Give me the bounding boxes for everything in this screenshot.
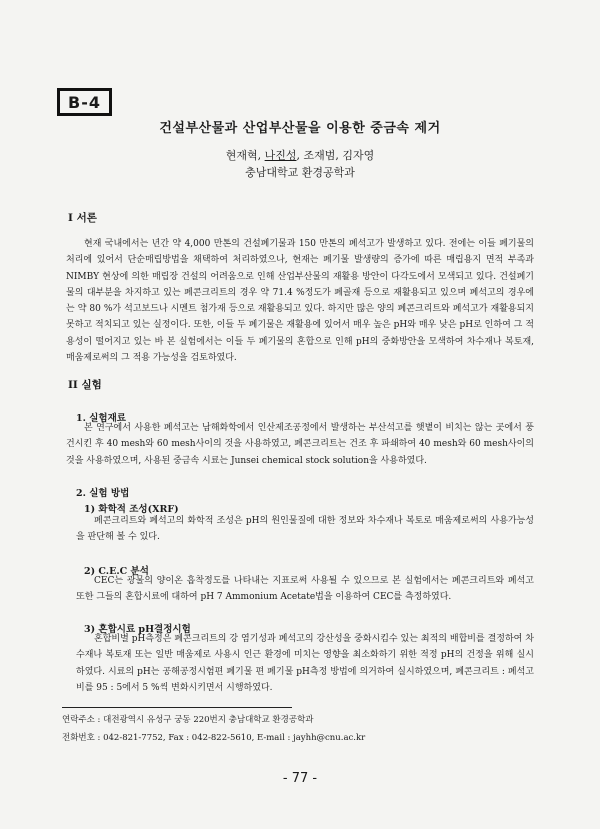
cec-paragraph [76,573,534,606]
materials-text: 본 연구에서 사용한 폐석고는 남해화학에서 인산제조공정에서 발생하는 부산석고를 햇볕이 비치는 않는 곳에서 풍건시킨 후 40 mesh와 60 mesh사이의 것을 사용하였고, 폐콘크리트는 건조 후 파쇄하여 40 mesh와 60 mesh사이의 것을 사용하였으며, 사용된 중금속 시료는 Junsei chemical stock solution을 사용하였다. [66,423,534,466]
materials-heading: 1. 실험재료 [76,413,126,424]
intro-heading: I 서론 [68,212,97,224]
cec-text: CEC는 광물의 양이온 흡착정도를 나타내는 지표로써 사용될 수 있으므로 본 실험에서는 폐콘크리트와 폐석고 또한 그들의 혼합시료에 대하여 pH 7 Ammonium Acetate법을 이용하여 CEC를 측정하였다. [76,576,534,603]
xrf-heading: 1) 화학적 조성(XRF) [84,504,179,515]
methods-heading: 2. 실험 방법 [76,488,130,499]
footnote-divider [62,707,292,708]
cec-heading: 2) C.E.C 분석 [84,566,149,577]
footnote-address: 연락주소 : 대전광역시 유성구 궁동 220번지 충남대학교 환경공학과 [62,715,314,725]
intro-paragraph [66,236,534,366]
materials-paragraph [66,420,534,469]
xrf-paragraph [76,513,534,546]
ph-paragraph [76,631,534,696]
presenting-author: 나진성 [264,149,297,162]
page-number: - 77 - [282,771,318,786]
affiliation: 충남대학교 환경공학과 [245,166,355,179]
authors-after: , 조재범, 김자영 [296,149,375,162]
paper-label-box: B-4 [57,88,112,116]
footnote-contact: 전화번호 : 042-821-7752, Fax : 042-822-5610, E-mail : jayhh@cnu.ac.kr [62,733,366,743]
xrf-text: 폐콘크리트와 폐석고의 화학적 조성은 pH의 원인물질에 대한 정보와 차수재나 복토로 매움제로써의 사용가능성을 판단해 볼 수 있다. [76,516,534,543]
paper-title: 건설부산물과 산업부산물을 이용한 중금속 제거 [159,121,441,136]
authors-before: 현재혁, [225,149,265,162]
ph-heading: 3) 혼합시료 pH결정시험 [84,624,191,635]
experiment-heading: II 실험 [68,379,102,391]
ph-text: 혼합비별 pH측정은 폐콘크리트의 강 염기성과 폐석고의 강산성을 중화시킴수 있는 최적의 배합비를 결정하여 차수재나 복토재 또는 일반 매움제로 사용시 인근 환경에 미치는 영향을 최소화하기 위한 적정 pH의 건정을 위해 실시하였다. 시료의 pH는 공해공정시험편 폐기물 편 폐기물 pH측정 방법에 의거하여 실시하였으며, 폐콘크리트 : 폐석고비를 95 : 5에서 5 %씩 변화시키면서 시행하였다. [76,634,534,693]
intro-text: 현재 국내에서는 년간 약 4,000 만톤의 건설폐기물과 150 만톤의 폐석고가 발생하고 있다. 전에는 이들 폐기물의 처리에 있어서 단순매립방법을 채택하여 처리하였으나, 현재는 폐기물 발생량의 증가에 따른 매립용지 면적 부족과 NIMBY 현상에 의한 매립장 건설의 어려움으로 인해 산업부산물의 재활용 방안이 다각도에서 모색되고 있다. 건설폐기물의 대부분을 차지하고 있는 폐콘크리트의 경우 약 71.4 %정도가 폐골재 등으로 재활용되고 있으며 폐석고의 경우에는 약 80 %가 석고보드나 시멘트 첨가재 등으로 재활용되고 있다. 하지만 많은 양의 폐콘크리트와 폐석고가 재활용되지 못하고 적치되고 있는 실정이다. 또한, 이들 두 폐기물은 재활용에 있어서 매우 높은 pH와 매우 낮은 pH로 인하여 그 적용성이 떨어지고 있는 바 본 실험에서는 이들 두 폐기물의 혼합으로 인해 pH의 중화방안을 모색하여 차수재나 복토재, 매움제로써의 그 적용 가능성을 검토하였다. [66,239,534,364]
authors [0,147,600,163]
